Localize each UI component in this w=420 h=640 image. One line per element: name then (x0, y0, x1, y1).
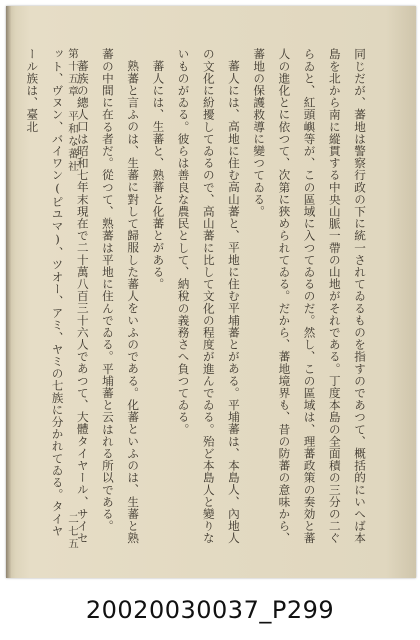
page-binding-edge (6, 6, 11, 578)
chapter-title: 第十五章 平和な蕃社 (67, 48, 79, 173)
paragraph-2: 蕃人には、高地に住む高山蕃と、平地に住む平埔蕃とがある。平埔蕃は、本島人、內地人の文化に紛擾してゐるので、高山蕃に比して文化の程度が進んでゐる。殆ど本島人と變りないものがゐる。彼らは善良な農民として、納稅の義務さへ負つてゐる。 (176, 48, 241, 545)
paragraph-4: 熟蕃と言ふのは、生蕃に對して歸服した蕃人をいふのである。化蕃といふのは、生蕃と熟蕃の中間に在る者だ。從つて、熟蕃は平地に住んでゐる。平埔蕃と云はれる所以である。 (100, 48, 141, 544)
image-caption: 20020030037_P299 (85, 596, 335, 624)
paragraph-3: 蕃人には、生蕃と、熟蕃と化蕃とがある。 (151, 59, 166, 290)
paragraph-5: 蕃族の總人口は昭和七年末現在で二十萬八百三十六人であつて、大體タイヤール、サイセット、ヴヌン、バイワン(ピユマ)、ツオー、アミ、ヤミの七族に分かれてゐる。タイヤール族は、臺北 (25, 48, 90, 544)
page-number: 二七五 (67, 512, 79, 550)
running-footer (26, 48, 90, 558)
paragraph-1: 同じだが、蕃地は警察行政の下に統一されてゐるものを指すのであつて、概括的にいへば本島を北から南に縱貫する中央山脈一帶の山地がそれである。丁度本島の全面積の三分の二ぐらゐと、紅頭嶼等が、この區域に入つてゐるのだ。然し、この區域は、理蕃政策の奏効と蕃人の進化とに依つて、次第に狹められてゐる。だから、蕃地境界も、昔の防蕃の意味から、蕃地の保護救導に變つてゐる。 (252, 48, 367, 545)
